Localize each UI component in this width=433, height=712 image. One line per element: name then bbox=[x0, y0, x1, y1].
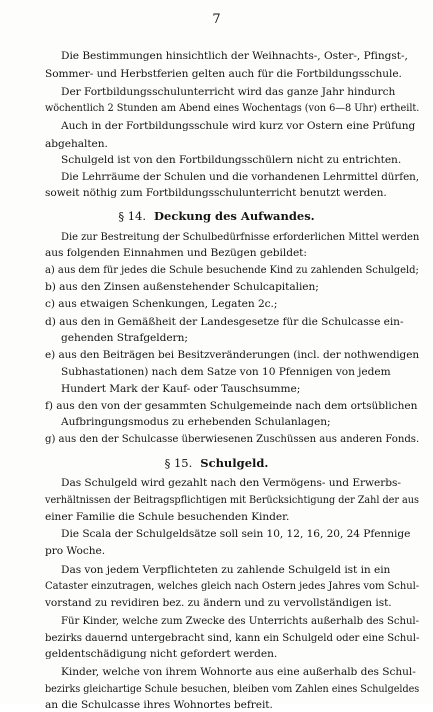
text-line: Sommer- und Herbstferien gelten auch für die Fortbildungsschule. bbox=[45, 68, 402, 80]
list-item: g) aus den der Schulcasse überwiesenen Zuschüssen aus anderen Fonds. bbox=[45, 433, 420, 445]
page-number: 7 bbox=[212, 12, 221, 27]
section-14-title: Deckung des Aufwandes. bbox=[154, 209, 315, 223]
text-line: Das von jedem Verpflichteten zu zahlende Schulgeld ist in ein bbox=[61, 564, 391, 576]
list-item: b) aus den Zinsen außenstehender Schulcapitalien; bbox=[45, 281, 319, 293]
text-line: Der Fortbildungsschulunterricht wird das ganze Jahr hindurch bbox=[61, 86, 396, 98]
list-item: e) aus den Beiträgen bei Besitzveränderungen (incl. der nothwendigen bbox=[45, 349, 420, 361]
text-line: bezirks gleichartige Schule besuchen, bleiben vom Zahlen eines Schulgeldes bbox=[45, 683, 420, 695]
list-item-continuation: gehenden Strafgeldern; bbox=[61, 332, 188, 344]
section-15-title: Schulgeld. bbox=[200, 456, 269, 470]
text-line: an die Schulcasse ihres Wohnortes befreit. bbox=[45, 699, 273, 711]
text-line: abgehalten. bbox=[45, 138, 108, 150]
text-line: Auch in der Fortbildungsschule wird kurz vor Ostern eine Prüfung bbox=[61, 120, 416, 132]
text-line: verhältnissen der Beitragspflichtigen mit Berücksichtigung der Zahl der aus bbox=[45, 494, 419, 506]
section-15-number: § 15. bbox=[164, 456, 193, 470]
text-line: wöchentlich 2 Stunden am Abend eines Wochentags (von 6—8 Uhr) ertheilt. bbox=[45, 102, 420, 114]
text-line: Für Kinder, welche zum Zwecke des Unterrichts außerhalb des Schul- bbox=[61, 615, 420, 627]
text-line: Die Lehrräume der Schulen und die vorhandenen Lehrmittel dürfen, bbox=[61, 171, 420, 183]
section-14-heading bbox=[0, 209, 433, 223]
text-line: Cataster einzutragen, welches gleich nach Ostern jedes Jahres vom Schul- bbox=[45, 580, 420, 592]
text-line: soweit nöthig zum Fortbildungsschulunterricht benutzt werden. bbox=[45, 187, 387, 199]
text-line: Die zur Bestreitung der Schulbedürfnisse erforderlichen Mittel werden bbox=[61, 231, 420, 243]
text-line: Schulgeld ist von den Fortbildungsschülern nicht zu entrichten. bbox=[61, 154, 402, 166]
list-item: f) aus den von der gesammten Schulgemeinde nach dem ortsüblichen bbox=[45, 400, 418, 412]
list-item-continuation: Subhastationen) nach dem Satze von 10 Pfennigen von jedem bbox=[61, 366, 391, 378]
text-line: aus folgenden Einnahmen und Bezügen gebildet: bbox=[45, 247, 307, 259]
text-line: bezirks dauernd untergebracht sind, kann ein Schulgeld oder eine Schul- bbox=[45, 632, 420, 644]
text-line: Die Scala der Schulgeldsätze soll sein 10, 12, 16, 20, 24 Pfennige bbox=[61, 528, 411, 540]
list-item: c) aus etwaigen Schenkungen, Legaten 2c.; bbox=[45, 298, 278, 310]
text-line: Kinder, welche von ihrem Wohnorte aus eine außerhalb des Schul- bbox=[61, 666, 416, 678]
text-line: geldentschädigung nicht gefordert werden. bbox=[45, 648, 278, 660]
section-14-number: § 14. bbox=[118, 209, 147, 223]
text-line: pro Woche. bbox=[45, 545, 106, 557]
list-item: a) aus dem für jedes die Schule besuchende Kind zu zahlenden Schulgeld; bbox=[45, 264, 419, 276]
text-line: Die Bestimmungen hinsichtlich der Weihnachts-, Oster-, Pfingst-, bbox=[61, 50, 408, 62]
text-line: vorstand zu revidiren bez. zu ändern und zu vervollständigen ist. bbox=[45, 597, 392, 609]
list-item-continuation: Aufbringungsmodus zu erhebenden Schulanlagen; bbox=[61, 416, 331, 428]
list-item-continuation: Hundert Mark der Kauf- oder Tauschsumme; bbox=[61, 383, 301, 395]
text-line: Das Schulgeld wird gezahlt nach den Vermögens- und Erwerbs- bbox=[61, 477, 401, 489]
list-item: d) aus den in Gemäßheit der Landesgesetze für die Schulcasse ein- bbox=[45, 316, 404, 328]
text-line: einer Familie die Schule besuchenden Kinder. bbox=[45, 511, 290, 523]
section-15-heading bbox=[0, 456, 433, 470]
